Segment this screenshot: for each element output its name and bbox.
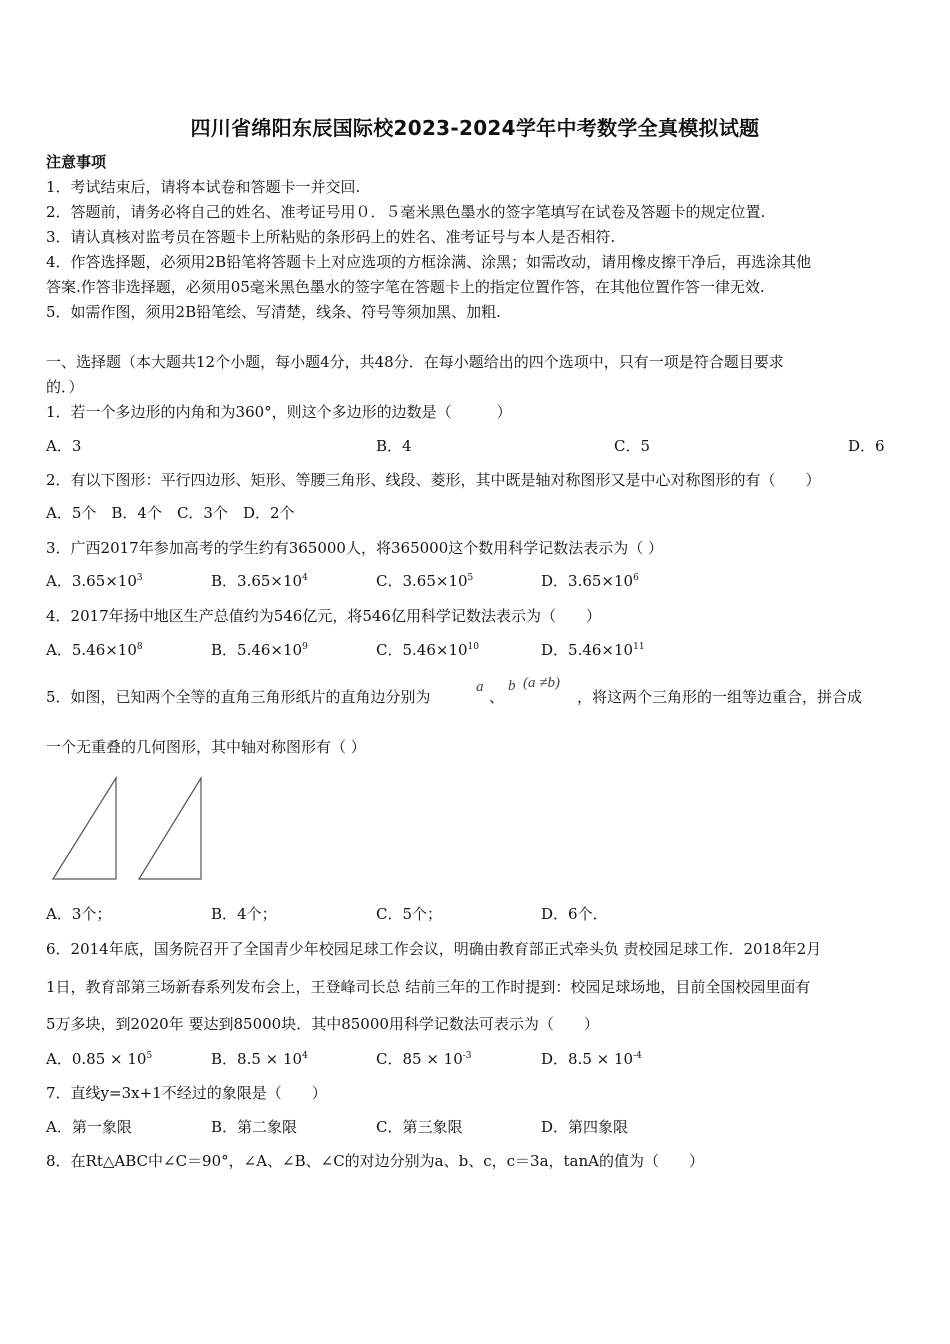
q1-option-d: D．6 [848, 437, 885, 455]
q6-option-b: B．$8.5 \times 10^4$ [211, 1050, 308, 1068]
question-1-stem: 1．若一个多边形的内角和为360°，则这个多边形的边数是（ ） [46, 403, 512, 421]
q7-option-d: D．第四象限 [541, 1118, 629, 1136]
section-heading-cont: 的．） [46, 378, 84, 396]
question-7-stem: 7．直线y=3x+1不经过的象限是（ ） [46, 1084, 327, 1102]
right-triangle-right [139, 778, 201, 879]
notice-item: 1．考试结束后，请将本试卷和答题卡一并交回. [46, 178, 361, 196]
question-2-stem: 2．有以下图形：平行四边形、矩形、等腰三角形、线段、菱形，其中既是轴对称图形又是中心对称图形的有（ ） [46, 471, 821, 489]
notice-item: 2．答题前，请务必将自己的姓名、准考证号用０．５毫米黑色墨水的签字笔填写在试卷及答题卡的规定位置. [46, 203, 766, 221]
question-5-stem-line2: 一个无重叠的几何图形，其中轴对称图形有（ ） [46, 738, 366, 756]
q5-var-b: b [508, 678, 516, 694]
q3-option-b: B．$3.65\times 10^4$ [211, 572, 308, 590]
question-3-stem: 3．广西2017年参加高考的学生约有365000人，将365000这个数用科学记数法表示为（ ） [46, 539, 664, 557]
question-6-line1: 6．2014年底，国务院召开了全国青少年校园足球工作会议，明确由教育部正式牵头负 责校园足球工作．2018年2月 [46, 940, 822, 958]
notice-item: 3．请认真核对监考员在答题卡上所粘贴的条形码上的姓名、准考证号与本人是否相符. [46, 228, 616, 246]
q4-option-b: B．$5.46\times 10^9$ [211, 641, 308, 659]
q2-options: A．5个 B．4个 C．3个 D．2个 [46, 504, 295, 522]
q6-option-d: D．$8.5 \times 10^{-4}$ [541, 1050, 642, 1068]
q5-var-a: a [476, 679, 484, 695]
q5-option-b: B．4个； [211, 905, 277, 923]
question-8-stem: 8．在Rt△ABC中∠C＝90°，∠A、∠B、∠C的对边分别为a、b、c，c＝3a，tanA的值为（ ） [46, 1152, 704, 1170]
q3-option-d: D．$3.65\times 10^6$ [541, 572, 639, 590]
notice-item: 答案.作答非选择题，必须用05毫米黑色墨水的签字笔在答题卡上的指定位置作答，在其他位置作答一律无效. [46, 278, 765, 296]
q7-option-a: A．第一象限 [46, 1118, 132, 1136]
q3-option-a: A．$3.65\times 10^3$ [46, 572, 143, 590]
q1-option-b: B．4 [376, 437, 412, 455]
question-5-stem-end: ，将这两个三角形的一组等边重合，拼合成 [577, 688, 863, 706]
q4-option-d: D．$5.46\times 10^{11}$ [541, 641, 645, 659]
q3-option-c: C．$3.65\times 10^5$ [376, 572, 474, 590]
q1-option-c: C．5 [614, 437, 651, 455]
right-triangle-left [53, 778, 116, 879]
q5-option-a: A．3个； [46, 905, 112, 923]
question-4-stem: 4．2017年扬中地区生产总值约为546亿元，将546亿用科学记数法表示为（ ） [46, 607, 601, 625]
notice-heading: 注意事项 [46, 153, 107, 171]
page-title: 四川省绵阳东辰国际校2023-2024学年中考数学全真模拟试题 [190, 116, 760, 140]
question-6-line3: 5万多块，到2020年 要达到85000块．其中85000用科学记数法可表示为（ ） [46, 1015, 599, 1033]
two-right-triangles-figure [48, 775, 208, 885]
question-5-stem-start: 5．如图，已知两个全等的直角三角形纸片的直角边分别为 [46, 688, 431, 706]
q4-option-a: A．$5.46\times 10^8$ [46, 641, 143, 659]
notice-item: 4．作答选择题，必须用2B铅笔将答题卡上对应选项的方框涂满、涂黑；如需改动，请用橡皮擦干净后，再选涂其他 [46, 253, 812, 271]
q5-condition: (a ≠b) [523, 675, 560, 691]
q4-option-c: C．$5.46\times 10^{10}$ [376, 641, 479, 659]
q6-option-c: C．$85 \times 10^{-3}$ [376, 1050, 472, 1068]
q6-option-a: A．$0.85 \times 10^5$ [46, 1050, 153, 1068]
q1-option-a: A．3 [46, 437, 82, 455]
q5-option-d: D．6个． [541, 905, 608, 923]
q7-option-b: B．第二象限 [211, 1118, 298, 1136]
q5-separator: 、 [489, 688, 505, 706]
notice-item: 5．如需作图，须用2B铅笔绘、写清楚，线条、符号等须加黑、加粗. [46, 303, 501, 321]
question-6-line2: 1日，教育部第三场新春系列发布会上，王登峰司长总 结前三年的工作时提到：校园足球场地，目前全国校园里面有 [46, 978, 811, 996]
q5-option-c: C．5个； [376, 905, 443, 923]
section-heading: 一、选择题（本大题共12个小题，每小题4分，共48分．在每小题给出的四个选项中，只有一项是符合题目要求 [46, 353, 784, 371]
q7-option-c: C．第三象限 [376, 1118, 463, 1136]
